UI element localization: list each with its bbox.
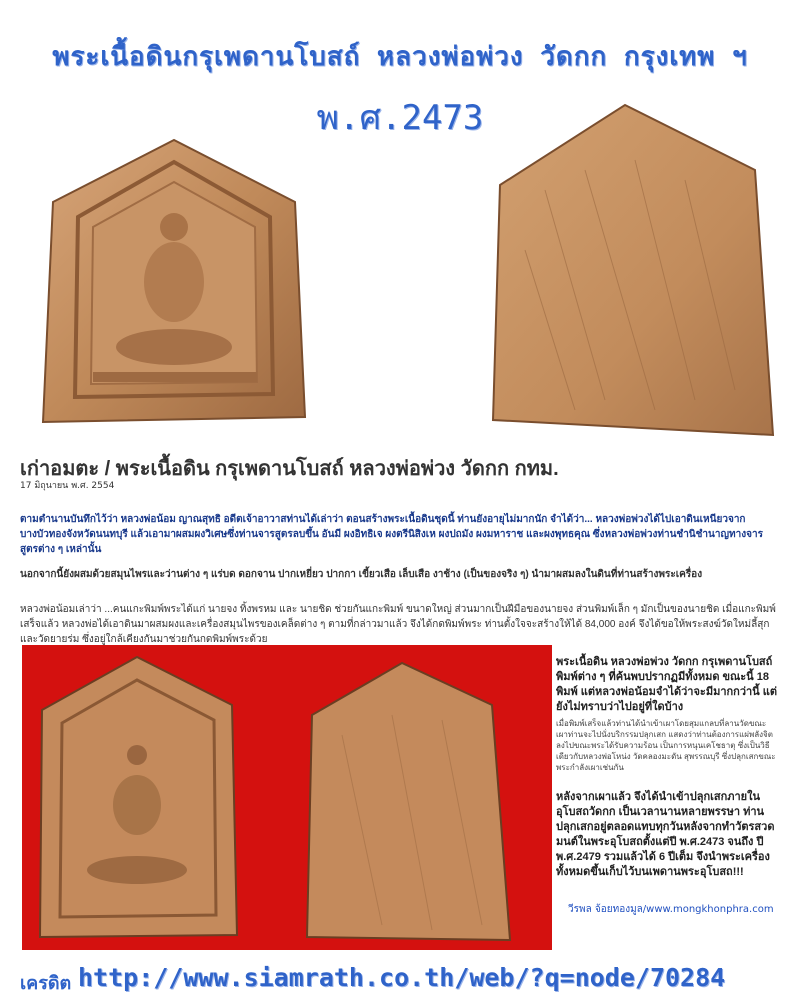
amulet-photo-red-background	[22, 645, 552, 950]
side-text-3: หลังจากเผาแล้ว จึงได้นำเข้าปลุกเสกภายในอุโบสถวัดกก เป็นเวลานานหลายพรรษา ท่านปลุกเสกอยู่ตลอดแทบทุกวันหลังจากทำวัตรสวดมนต์ในพระอุโบสถตั้งแต่ปี พ.ศ.2473 จนถึง ปี พ.ศ.2479 รวมแล้วได้ 6 ปีเต็ม จึงนำพระเครื่องทั้งหมดขึ้นเก็บไว้บนเพดานพระอุโบสถ!!!	[556, 791, 775, 878]
article-paragraph-3: หลวงพ่อน้อมเล่าว่า ...คนแกะพิมพ์พระได้แก่ นายจง ทิ้งพรหม และ นายชิด ช่วยกันแกะพิมพ์ ขนาดใหญ่ ส่วนมากเป็นฝีมือของนายจง ส่วนพิมพ์เล็ก ๆ มักเป็นของนายชิด เมื่อแกะพิมพ์เสร็จแล้ว หลวงพ่อได้เอาดินมาผสมผงและเครื่องสมุนไพรของเคล็ดต่าง ๆ ตามที่กล่าวมาแล้ว จึงได้กดพิมพ์พระ ท่านตั้งใจจะสร้างให้ได้ 84,000 องค์ จึงได้ขอให้พระสงฆ์วัดใหม่ลี้สุก และวัดยายร่ม ซึ่งอยู่ใกล้เคียงกันมาช่วยกันกดพิมพ์พระด้วย	[20, 604, 776, 645]
side-text-2: เมื่อพิมพ์เสร็จแล้วท่านได้นำเข้าเผาโดยสุมแกลบที่ลานวัดขณะเผาท่านจะไปนั่งบริกรรมปลุกเสก แสดงว่าท่านต้องการแผ่พลังจิตลงไปขณะพระได้รับความร้อน เป็นการหนุนเคโชธาตุ ซึ่งเป็นวิธีเดียวกับหลวงพ่อโหน่ง วัดคลองมะดัน สุพรรณบุรี ซึ่งปลุกเสกขณะพระกำลังเผาเช่นกัน	[556, 719, 776, 772]
amulet-front-image	[33, 132, 315, 432]
footer-source-link[interactable]: http://www.siamrath.co.th/web/?q=node/70284	[78, 963, 726, 992]
page-title: พระเนื้อดินกรุเพดานโบสถ์ หลวงพ่อพ่วง วัดกก กรุงเทพ ฯ	[52, 42, 748, 72]
page-subtitle-year: พ.ศ.2473	[316, 98, 484, 138]
article-date: 17 มิถุนายน พ.ศ. 2554	[20, 481, 115, 491]
amulet-back-image	[485, 100, 777, 440]
article-headline: เก่าอมตะ / พระเนื้อดิน กรุเพดานโบสถ์ หลวงพ่อพ่วง วัดกก กทม.	[20, 458, 559, 480]
amulet-pair-image	[22, 645, 552, 950]
side-text-1: พระเนื้อดิน หลวงพ่อพ่วง วัดกก กรุเพดานโบสถ์พิมพ์ต่าง ๆ ที่ค้นพบปรากฏมีทั้งหมด ขณะนี้ 18 พิมพ์ แต่หลวงพ่อน้อมจำได้ว่าจะมีมากกว่านี้ แต่ยังไม่ทราบว่าไปอยู่ที่ใดบ้าง	[556, 656, 777, 713]
article-paragraph-1: ตามตำนานบันทึกไว้ว่า หลวงพ่อน้อม ญาณสุทธิ อดีตเจ้าอาวาสท่านได้เล่าว่า ตอนสร้างพระเนื้อดินชุดนี้ ท่านยังอายุไม่มากนัก จำได้ว่า... หลวงพ่อพ่วงได้ไปเอาดินเหนียวจากบางบัวทองจังหวัดนนทบุรี แล้วเอามาผสมผงวิเศษซึ่งท่านจารสูตรลบขึ้น อันมี ผงอิทธิเจ ผงตรีนิสิงเห ผงปถมัง ผงมหาราช และผงพุทธคุณ ซึ่งหลวงพ่อพ่วงท่านชำนิชำนาญทางจารสูตรต่าง ๆ เหล่านั้น	[20, 514, 763, 555]
photo-credit[interactable]: วีรพล จ้อยทองมูล/www.mongkhonphra.com	[568, 904, 774, 915]
article-paragraph-2: นอกจากนี้ยังผสมด้วยสมุนไพรและว่านต่าง ๆ แร่บด ดอกจาน ปากเหยี่ยว ปากกา เขี้ยวเสือ เล็บเสือ งาช้าง (เป็นของจริง ๆ) นำมาผสมลงในดินที่ท่านสร้างพระเครื่อง	[20, 569, 703, 580]
footer-credit-label: เครดิต	[20, 973, 72, 994]
